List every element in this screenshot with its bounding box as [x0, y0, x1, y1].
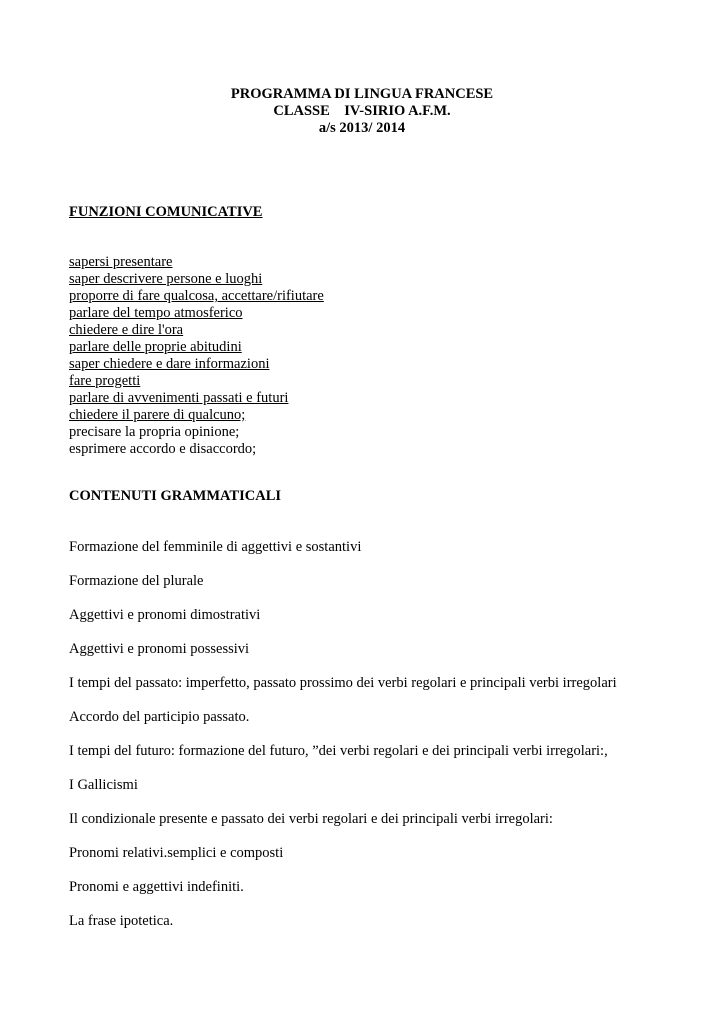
list-item: esprimere accordo e disaccordo;	[69, 441, 257, 457]
list-item: Formazione del femminile di aggettivi e sostantivi	[69, 539, 362, 555]
heading-contenuti-grammaticali: CONTENUTI GRAMMATICALI	[69, 488, 282, 504]
list-item: Aggettivi e pronomi dimostrativi	[69, 607, 261, 623]
list-item: I tempi del futuro: formazione del futuro, ”dei verbi regolari e dei principali verbi irregolari:,	[69, 743, 608, 759]
list-item: Pronomi e aggettivi indefiniti.	[69, 879, 244, 895]
list-item: sapersi presentare	[69, 254, 173, 270]
list-item: chiedere il parere di qualcuno;	[69, 407, 246, 423]
title-line-subject: PROGRAMMA DI LINGUA FRANCESE	[230, 86, 494, 102]
list-item: parlare di avvenimenti passati e futuri	[69, 390, 289, 406]
heading-funzioni-comunicative: FUNZIONI COMUNICATIVE	[69, 204, 263, 220]
title-line-class: CLASSE IV-SIRIO A.F.M.	[273, 103, 451, 119]
functions-list	[69, 254, 324, 458]
list-item: Pronomi relativi.semplici e composti	[69, 845, 284, 861]
list-item: Aggettivi e pronomi possessivi	[69, 641, 250, 657]
document-title	[0, 86, 724, 137]
grammar-list	[69, 539, 617, 947]
list-item: parlare delle proprie abitudini	[69, 339, 242, 355]
list-item: Il condizionale presente e passato dei verbi regolari e dei principali verbi irregolari:	[69, 811, 553, 827]
list-item: parlare del tempo atmosferico	[69, 305, 243, 321]
list-item: saper descrivere persone e luoghi	[69, 271, 263, 287]
list-item: proporre di fare qualcosa, accettare/rifiutare	[69, 288, 324, 304]
list-item: I tempi del passato: imperfetto, passato prossimo dei verbi regolari e principali verbi irregolari	[69, 675, 617, 691]
title-line-school-year: a/s 2013/ 2014	[318, 120, 406, 136]
list-item: saper chiedere e dare informazioni	[69, 356, 270, 372]
list-item: La frase ipotetica.	[69, 913, 174, 929]
list-item: Accordo del participio passato.	[69, 709, 250, 725]
list-item: I Gallicismi	[69, 777, 138, 793]
list-item: precisare la propria opinione;	[69, 424, 240, 440]
list-item: fare progetti	[69, 373, 141, 389]
list-item: chiedere e dire l'ora	[69, 322, 184, 338]
list-item: Formazione del plurale	[69, 573, 204, 589]
